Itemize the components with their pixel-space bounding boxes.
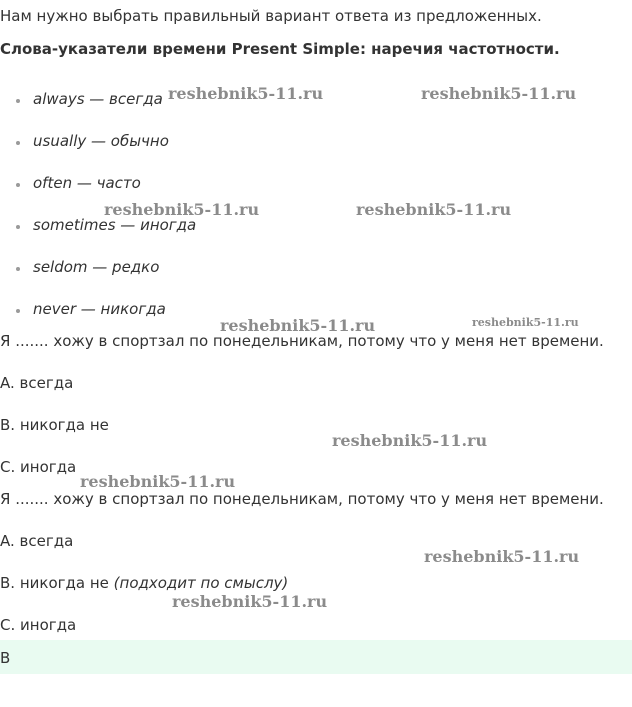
question-2-option-b [0, 573, 288, 593]
answer-box [0, 640, 632, 674]
question-2-text: Я ....... хожу в спортзал по понедельникам, потому что у меня нет времени. [0, 490, 604, 508]
watermark: reshebnik5-11.ru [356, 200, 512, 219]
bullet-icon [16, 183, 20, 187]
watermark: reshebnik5-11.ru [332, 431, 488, 450]
question-1-option-a: A. всегда [0, 374, 74, 392]
section-heading: Слова-указатели времени Present Simple: наречия частотности. [0, 40, 560, 58]
bullet-icon [16, 309, 20, 313]
question-1-text: Я ....... хожу в спортзал по понедельникам, потому что у меня нет времени. [0, 332, 604, 350]
watermark: reshebnik5-11.ru [472, 316, 579, 329]
question-1-option-b: B. никогда не [0, 416, 109, 434]
question-2-option-a: A. всегда [0, 532, 74, 550]
watermark: reshebnik5-11.ru [421, 84, 577, 103]
bullet-icon [16, 267, 20, 271]
watermark: reshebnik5-11.ru [80, 472, 236, 491]
watermark: reshebnik5-11.ru [104, 200, 260, 219]
list-item: often — часто [33, 174, 141, 192]
question-2-option-b-label: B. никогда не [0, 574, 109, 592]
list-item: never — никогда [33, 300, 166, 318]
bullet-icon [16, 225, 20, 229]
question-1-option-c: C. иногда [0, 458, 77, 476]
bullet-icon [16, 99, 20, 103]
bullet-icon [16, 141, 20, 145]
intro-text: Нам нужно выбрать правильный вариант ответа из предложенных. [0, 7, 542, 25]
option-note: (подходит по смыслу) [113, 574, 289, 592]
answer-text: B [0, 649, 11, 667]
watermark: reshebnik5-11.ru [168, 84, 324, 103]
list-item: usually — обычно [33, 132, 169, 150]
list-item: always — всегда [33, 90, 163, 108]
list-item: sometimes — иногда [33, 216, 197, 234]
list-item: seldom — редко [33, 258, 160, 276]
watermark: reshebnik5-11.ru [220, 316, 376, 335]
question-2-option-c: C. иногда [0, 616, 77, 634]
watermark: reshebnik5-11.ru [424, 547, 580, 566]
watermark: reshebnik5-11.ru [172, 592, 328, 611]
